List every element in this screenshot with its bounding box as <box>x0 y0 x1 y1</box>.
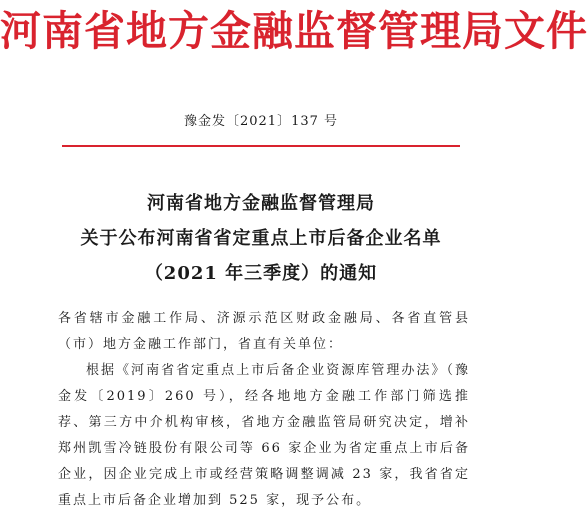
notice-body <box>58 306 470 514</box>
title-line-2: 关于公布河南省省定重点上市后备企业名单 <box>80 228 442 249</box>
salutation: 各省辖市金融工作局、济源示范区财政金融局、各省直管县（市）地方金融工作部门，省直有关单位： <box>58 311 470 352</box>
header-divider <box>62 145 460 147</box>
body-paragraph: 根据《河南省省定重点上市后备企业资源库管理办法》（豫金发〔2019〕260 号），经各地地方金融工作部门筛选推荐、第三方中介机构审核，省地方金融监管局研究决定，增补郑州凯雪冷链股份有限公司等 66 家企业为省定重点上市后备企业，因企业完成上市或经营策略调整调减 23 家，我省省定重点上市后备企业增加到 525 家，现予公布。 <box>58 363 470 508</box>
title-line-1: 河南省地方金融监督管理局 <box>147 193 375 214</box>
notice-title <box>0 186 522 291</box>
masthead-title: 河南省地方金融监督管理局文件 <box>0 7 588 55</box>
title-line-3: （2021 年三季度）的通知 <box>144 263 378 284</box>
document-number: 豫金发〔2021〕137 号 <box>183 114 339 129</box>
